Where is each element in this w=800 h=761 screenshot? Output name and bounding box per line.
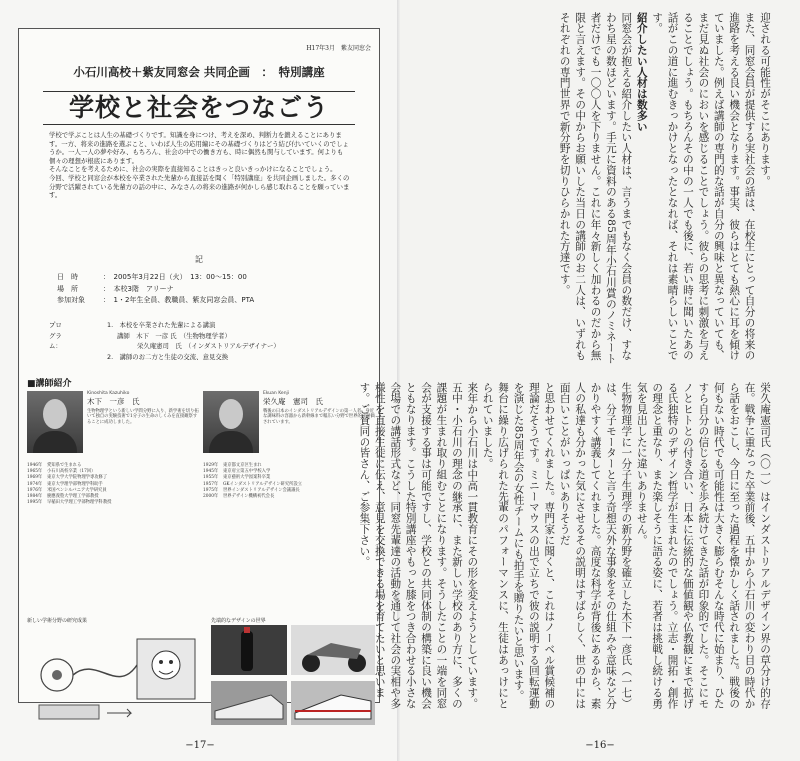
flyer-frame bbox=[18, 28, 380, 703]
issue-note: H17年3月 紫友同窓会 bbox=[306, 45, 371, 52]
article-paragraph: 来年から小石川は中高一貫教育にその形を変えようとしています。五中・小石川の理念の継承に、また新しい学校のあり方に、多くの課題が生まれ取り組むことになります。そうしたことの一端を同窓会が支援する事は可能ですし、学校との共同体制の構築に良い機会ともなります。こうした特別講座やもっと膝をつき合わせる小さな会場での講話形式など、同窓先輩達の活動を通して社会の実相や多様性を直接生徒に伝え、意見を交換できる場を育てたいと思います。ご賛同の皆さん、ご参集下さい。 bbox=[358, 382, 479, 709]
lecturer-timeline: 1946年 愛知県で生まれる 1965年 小石川高校卒業（17回） 1969年 東京大学大学院物理学専攻修了 1974年 東京大学理学部物理学科助手 1976年 米国ペンシルバニア大学研究員 1984年 慶應義塾大学理工学部教授 1995年 早稲田大学理工学部物理学科教授 bbox=[27, 463, 112, 506]
article-paragraph: と思わせてくれました。専門家に聞くと、これはノーベル賞候補の理論だそうです。ミニーマウスの出で立ちで彼の説明する回転運動を演じた85周年会の女性チームにも拍手を贈りたいと思います。舞台に繰り広げられた先輩のパフォーマンスに、生徒はあっけにとられていました。 bbox=[481, 382, 556, 709]
article-paragraph: 生物物理学に一分子生理学の新分野を確立した木下一彦氏（一七）は、分子モーターと言う奇想天外な事象をその仕組みや意味など分かりやすく講義してくれました。高度な科学が背後にあるから、素人の私達も分かった気にさせるその説明はすばらしく、世の中には面白いことがいっぱいありそうだ bbox=[558, 382, 633, 709]
article-lower bbox=[358, 382, 772, 712]
program-label: プログラム： bbox=[49, 321, 62, 350]
intro-paragraph: 今回、学校と同窓会が本校を卒業された先輩から直接話を聞く「特別講座」を共同企画しました。多くの分野で活躍されている先輩方の話の中に、みなさんの将来の進路が何かしら感じ取れることを願っています。 bbox=[49, 173, 350, 200]
intro-text bbox=[49, 131, 351, 200]
page-number: −17− bbox=[185, 740, 215, 751]
lecturer-heading: ■講師紹介 bbox=[27, 379, 72, 389]
flyer-title: 学校と社会をつなごう bbox=[43, 91, 355, 125]
right-page bbox=[358, 0, 800, 761]
lecturer-profile-ekuan bbox=[203, 391, 375, 601]
program-lecturer: 講師 木下 一彦 氏 （生物物理学者） bbox=[117, 331, 231, 340]
notice-mark: 記 bbox=[195, 255, 203, 264]
article-paragraph: 同窓会が抱える紹介したい人材は、言うまでもなく会員の数だけ、すなわち星の数ほどいます。手元に資料のある85周年小石川賞のノミネート者だけでも一〇〇人を下りません。これに年々新しく加わるのだから無限と言えます。その中からお願いした当日の講師のお二人は、いずれもそれぞれの専門世界で新分野を切りひらかれた方達です。 bbox=[558, 12, 633, 364]
program-lecturer: 栄久庵憲司 氏 （インダストリアルデザイナー） bbox=[137, 342, 280, 350]
event-details bbox=[57, 272, 254, 307]
article-heading: 紹介したい人材は数多い bbox=[635, 12, 648, 132]
figure-caption: 新しい学術分野の研究成果 bbox=[27, 618, 88, 624]
figure-caption: 先端的なデザインの世界 bbox=[211, 618, 266, 624]
intro-paragraph: そんなことを考えるために、社会の実際を直接知ることはきっと良いきっかけになることでしょう。 bbox=[49, 165, 337, 174]
article-upper bbox=[420, 12, 772, 370]
lecturer-timeline: 1929年 東京都文京区生まれ 1945年 東京府立第五中学校入学 1955年 東京藝術大学図案科卒業 1957年 GKインダストリアルデザイン研究所設立 1975年 世界インダストリアルデザイン会議議長 2000年 世界デザイン機構初代会長 bbox=[203, 463, 303, 500]
article-paragraph: 迎される可能性がそこにあります。 bbox=[759, 12, 771, 187]
detail-date: 日 時 ： 2005年3月22日（火） 13：00～15：00 bbox=[57, 273, 247, 281]
program-item: 1. 本校を卒業された先輩による講演 bbox=[107, 321, 216, 329]
lecturer-profile-kinoshita bbox=[27, 391, 199, 601]
flyer-subtitle: 小石川高校＋紫友同窓会 共同企画 ： 特別講座 bbox=[73, 65, 325, 79]
page-number: −16− bbox=[585, 740, 615, 751]
lecturer-description: 戦後の日本のインダストリアルデザインの第一人者。身近な調味料の容器から新幹線まで幅広い分野で世界的に評価されています。 bbox=[263, 409, 375, 425]
design-figure bbox=[211, 617, 375, 727]
portrait-photo bbox=[203, 391, 259, 453]
article-paragraph: 栄久庵憲司氏（〇一）はインダストリアルデザイン界の草分け的存在。戦争に重なった卒業前後、五中から小石川の変わり目の時代から話をおこし、今日に至った過程を懐かしく話されました。戦後の何もない時代でも可能性は大きく膨らむそんな時代に始まり、ひたすら自分の信じる道を歩み続けてきた話が印象的でした。そこにモノとヒトとの付き合い、日本に伝統的な価値観や仏教観にまで拡げる氏独特のデザイン哲学が生まれたのでしょう。立志・開拓・創作の理念と重なり、また楽しそうに語る姿に、若者は挑戦し続ける勇気を見出したに違いありません。 bbox=[635, 382, 771, 709]
intro-paragraph: 学校で学ぶことは人生の基礎づくりです。知識を身につけ、考えを深め、判断力を鍛えることにあります。一方、将来の進路を選ぶこと、いわば人生の応用編にその基礎づくりはどう結び付いていくのでしょうか。一人一人の夢や好み、もちろん、社会の中での働き方も、時に偶然も関与しています。何よりも個々の理想が根底にあります。 bbox=[49, 131, 349, 165]
program-item: 2. 講師のお二方と生徒の交流、意見交換 bbox=[107, 352, 229, 361]
research-figure bbox=[27, 617, 205, 727]
detail-audience: 参加対象 ： 1・2年生全員、教職員、紫友同窓会員、PTA bbox=[57, 296, 255, 304]
lecturer-name: Ekuan Kenji 栄久庵 憲司 氏 bbox=[263, 391, 323, 406]
lecturer-name: Kinoshita Kazuhiko 木下 一彦 氏 bbox=[87, 391, 140, 406]
detail-place: 場 所 ： 本校3階 アリーナ bbox=[57, 284, 174, 293]
design-photos bbox=[211, 625, 375, 729]
article-paragraph: また、同窓会員が提供する実社会の話は、在校生にとって自分の将来の進路を考える良い機会となります。事実、彼らはとても熱心に耳を傾けていました。例えば講師の専門的な話が自分の興味と異なっていても、まだ見ぬ社会のにおいを感じることでしょう。彼らの思考に刺激を与えることでしょう。もちろんその中の一人でも後に、若い時に聞いたあの話がこの道に進むきっかけとなったとなれば、それは素晴らしいことです。 bbox=[651, 12, 756, 361]
portrait-photo bbox=[27, 391, 83, 453]
lecturer-description: 生物物理学という新しい学問分野に入り、新学術を切り拓いて独自の実験技術で1分子の生命のしくみを直接観察することに成功しました。 bbox=[87, 409, 199, 425]
molecule-diagram bbox=[27, 625, 205, 729]
